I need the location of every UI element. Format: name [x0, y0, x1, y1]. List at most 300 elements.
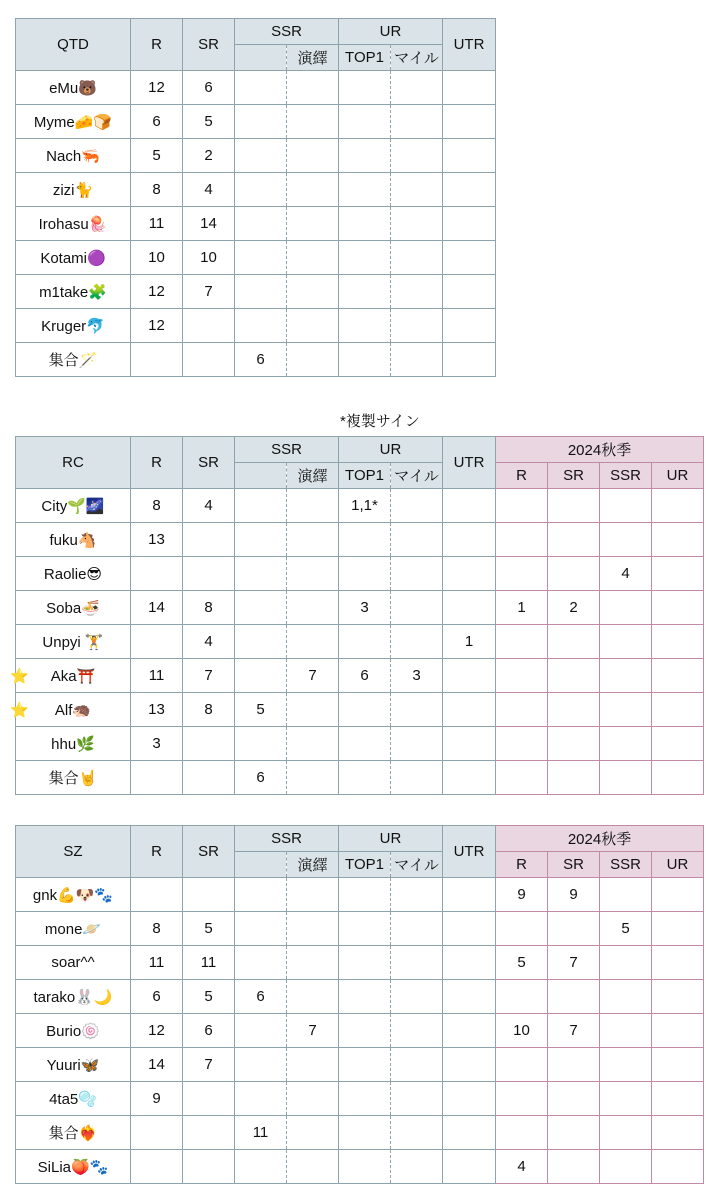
- cell-season-ur: [652, 557, 704, 591]
- cell-ur-top1: 6: [339, 659, 391, 693]
- cell-r: [131, 878, 183, 912]
- member-name-text: City🌱🌌: [41, 497, 105, 515]
- cell-ur-mile: [391, 523, 443, 557]
- cell-season-sr: [548, 761, 600, 795]
- cell-ur-top1: 1,1*: [339, 489, 391, 523]
- cell-ssr-sub: [287, 912, 339, 946]
- cell-season-sr: 9: [548, 878, 600, 912]
- member-name-text: Aka⛩️: [50, 667, 96, 685]
- col-header-season: 2024秋季: [496, 826, 704, 852]
- cell-utr: [443, 241, 496, 275]
- member-name: [16, 1116, 131, 1150]
- cell-utr: [443, 105, 496, 139]
- cell-season-ur: [652, 523, 704, 557]
- cell-season-ssr: [600, 1150, 652, 1184]
- cell-ssr-sub: [287, 343, 339, 377]
- cell-ur-mile: [391, 275, 443, 309]
- cell-season-sr: [548, 1082, 600, 1116]
- col-header-r: R: [131, 19, 183, 71]
- cell-season-sr: [548, 523, 600, 557]
- member-name: [16, 343, 131, 377]
- cell-ssr-sub: [287, 727, 339, 761]
- cell-utr: [443, 727, 496, 761]
- sz-row: [16, 912, 704, 946]
- cell-ur-top1: [339, 980, 391, 1014]
- cell-season-ur: [652, 591, 704, 625]
- cell-ur-mile: [391, 343, 443, 377]
- member-name-text: 集合🪄: [48, 352, 98, 369]
- cell-r: 11: [131, 659, 183, 693]
- qtd-row: [16, 173, 496, 207]
- cell-season-r: [496, 523, 548, 557]
- sz-row: [16, 1116, 704, 1150]
- cell-season-ssr: 4: [600, 557, 652, 591]
- cell-ur-mile: [391, 727, 443, 761]
- cell-sr: [183, 557, 235, 591]
- member-name-text: Burio🍥: [46, 1022, 100, 1040]
- cell-season-r: [496, 693, 548, 727]
- cell-ur-mile: [391, 207, 443, 241]
- cell-sr: [183, 727, 235, 761]
- cell-ur-top1: [339, 1014, 391, 1048]
- cell-ssr-sub: 7: [287, 659, 339, 693]
- cell-utr: [443, 1048, 496, 1082]
- col-header-sr: SR: [183, 437, 235, 489]
- cell-season-ur: [652, 1150, 704, 1184]
- cell-season-ssr: 5: [600, 912, 652, 946]
- cell-ur-top1: [339, 71, 391, 105]
- member-name: [10, 659, 131, 693]
- col-header-season-ssr: SSR: [600, 463, 652, 489]
- cell-season-ur: [652, 1082, 704, 1116]
- cell-season-r: [496, 1116, 548, 1150]
- cell-ssr-sub: [287, 523, 339, 557]
- cell-ur-mile: [391, 912, 443, 946]
- member-name: [16, 591, 131, 625]
- cell-season-sr: [548, 1048, 600, 1082]
- star-icon: ⭐: [10, 667, 29, 685]
- cell-ur-mile: [391, 71, 443, 105]
- cell-season-sr: [548, 489, 600, 523]
- member-name-text: m1take🧩: [39, 283, 107, 301]
- cell-r: [131, 557, 183, 591]
- member-name-text: Soba🍜: [46, 599, 100, 617]
- col-header-r: R: [131, 826, 183, 878]
- cell-ur-top1: 3: [339, 591, 391, 625]
- member-name: [16, 173, 131, 207]
- cell-utr: [443, 878, 496, 912]
- cell-season-r: [496, 980, 548, 1014]
- cell-ur-top1: [339, 241, 391, 275]
- cell-ur-mile: [391, 1116, 443, 1150]
- col-header-ur-mile: マイル: [391, 852, 443, 878]
- cell-ssr-sub: [287, 591, 339, 625]
- cell-r: 14: [131, 591, 183, 625]
- cell-ssr-sub: [287, 275, 339, 309]
- cell-sr: 6: [183, 71, 235, 105]
- cell-season-ur: [652, 946, 704, 980]
- cell-ur-mile: [391, 625, 443, 659]
- cell-utr: [443, 1150, 496, 1184]
- cell-utr: [443, 980, 496, 1014]
- cell-season-ssr: [600, 980, 652, 1014]
- cell-season-ur: [652, 912, 704, 946]
- cell-ur-mile: [391, 1082, 443, 1116]
- col-header-ssr: SSR: [235, 437, 339, 463]
- cell-r: 8: [131, 173, 183, 207]
- member-name: [16, 878, 131, 912]
- cell-season-ssr: [600, 946, 652, 980]
- cell-ssr-sub: [287, 173, 339, 207]
- cell-ssr: [235, 878, 287, 912]
- cell-season-sr: [548, 980, 600, 1014]
- cell-ssr: [235, 727, 287, 761]
- col-header-ur-top1: TOP1: [339, 463, 391, 489]
- col-header-ur-top1: TOP1: [339, 852, 391, 878]
- cell-season-ssr: [600, 1116, 652, 1150]
- member-name-text: fuku🐴: [49, 531, 97, 549]
- cell-season-sr: 7: [548, 946, 600, 980]
- member-name: [16, 71, 131, 105]
- cell-season-ssr: [600, 761, 652, 795]
- cell-ur-top1: [339, 275, 391, 309]
- cell-sr: [183, 309, 235, 343]
- cell-utr: [443, 693, 496, 727]
- cell-season-r: 10: [496, 1014, 548, 1048]
- cell-r: 8: [131, 912, 183, 946]
- member-name: [16, 523, 131, 557]
- cell-ur-mile: [391, 1014, 443, 1048]
- cell-ssr: [235, 207, 287, 241]
- cell-ssr-sub: [287, 1116, 339, 1150]
- member-name: [16, 275, 131, 309]
- sz-title: SZ: [16, 826, 131, 878]
- cell-ur-top1: [339, 1082, 391, 1116]
- cell-season-r: [496, 625, 548, 659]
- cell-season-ur: [652, 1014, 704, 1048]
- rc-row: [16, 523, 704, 557]
- cell-ssr: [235, 139, 287, 173]
- cell-season-ssr: [600, 489, 652, 523]
- member-name-text: Raolie😎: [43, 565, 103, 583]
- col-header-season-r: R: [496, 463, 548, 489]
- member-name: [16, 557, 131, 591]
- member-name-text: Nach🦐: [46, 147, 100, 165]
- cell-ur-top1: [339, 343, 391, 377]
- cell-ur-mile: [391, 489, 443, 523]
- col-header-season-sr: SR: [548, 463, 600, 489]
- cell-season-ur: [652, 625, 704, 659]
- member-name-text: eMu🐻: [49, 79, 97, 97]
- cell-ssr: [235, 71, 287, 105]
- cell-season-ur: [652, 1116, 704, 1150]
- member-name-text: mone🪐: [44, 920, 102, 938]
- cell-ssr-sub: [287, 557, 339, 591]
- cell-r: 12: [131, 275, 183, 309]
- cell-sr: [183, 523, 235, 557]
- cell-season-r: [496, 1048, 548, 1082]
- cell-sr: 8: [183, 693, 235, 727]
- cell-ur-top1: [339, 523, 391, 557]
- cell-season-ssr: [600, 1082, 652, 1116]
- cell-season-r: 5: [496, 946, 548, 980]
- cell-season-r: [496, 1082, 548, 1116]
- member-name: [16, 207, 131, 241]
- cell-season-ur: [652, 727, 704, 761]
- cell-season-r: 9: [496, 878, 548, 912]
- cell-ur-top1: [339, 625, 391, 659]
- cell-season-sr: [548, 557, 600, 591]
- cell-r: 8: [131, 489, 183, 523]
- rc-title: RC: [16, 437, 131, 489]
- cell-utr: [443, 343, 496, 377]
- col-header-season-r: R: [496, 852, 548, 878]
- col-header-ur-mile: マイル: [391, 463, 443, 489]
- member-name: [16, 1082, 131, 1116]
- cell-ur-top1: [339, 761, 391, 795]
- col-header-ur-mile: マイル: [391, 45, 443, 71]
- member-name-text: Unpyi 🏋: [42, 633, 104, 651]
- cell-season-ur: [652, 489, 704, 523]
- sz-table: [15, 825, 704, 1184]
- cell-ur-mile: [391, 1150, 443, 1184]
- cell-r: 6: [131, 105, 183, 139]
- col-header-season-ur: UR: [652, 852, 704, 878]
- cell-sr: 5: [183, 980, 235, 1014]
- sz-row: [16, 980, 704, 1014]
- replica-sign-note: *複製サイン: [340, 413, 420, 430]
- cell-sr: [183, 878, 235, 912]
- cell-ur-mile: [391, 557, 443, 591]
- cell-ssr: 6: [235, 980, 287, 1014]
- cell-r: 6: [131, 980, 183, 1014]
- cell-ssr-sub: [287, 139, 339, 173]
- member-name: [16, 105, 131, 139]
- sz-row: [16, 1014, 704, 1048]
- cell-ur-top1: [339, 207, 391, 241]
- cell-ur-mile: [391, 980, 443, 1014]
- cell-ur-top1: [339, 105, 391, 139]
- col-header-ssr-sub: 演繹: [287, 463, 339, 489]
- qtd-row: [16, 343, 496, 377]
- cell-ur-top1: [339, 557, 391, 591]
- col-header-season-ssr: SSR: [600, 852, 652, 878]
- col-header-sr: SR: [183, 826, 235, 878]
- cell-ssr-sub: [287, 241, 339, 275]
- cell-sr: 4: [183, 489, 235, 523]
- cell-r: 14: [131, 1048, 183, 1082]
- cell-ur-top1: [339, 693, 391, 727]
- cell-utr: [443, 1082, 496, 1116]
- qtd-row: [16, 71, 496, 105]
- col-header-season-sr: SR: [548, 852, 600, 878]
- cell-ur-top1: [339, 878, 391, 912]
- cell-sr: 5: [183, 105, 235, 139]
- cell-ssr-sub: [287, 71, 339, 105]
- cell-utr: [443, 207, 496, 241]
- cell-sr: 11: [183, 946, 235, 980]
- cell-season-r: [496, 659, 548, 693]
- cell-r: 13: [131, 523, 183, 557]
- cell-sr: 8: [183, 591, 235, 625]
- cell-ssr: [235, 946, 287, 980]
- col-header-ssr-blank: [235, 463, 287, 489]
- cell-r: 10: [131, 241, 183, 275]
- cell-sr: 14: [183, 207, 235, 241]
- cell-ssr: [235, 557, 287, 591]
- member-name-text: 集合❤️‍🔥: [48, 1125, 98, 1142]
- cell-ssr: [235, 523, 287, 557]
- col-header-ssr: SSR: [235, 826, 339, 852]
- cell-season-ssr: [600, 1048, 652, 1082]
- cell-ur-mile: [391, 946, 443, 980]
- member-name-text: soar^^: [51, 954, 95, 971]
- cell-season-ssr: [600, 523, 652, 557]
- cell-season-r: 4: [496, 1150, 548, 1184]
- cell-ur-mile: [391, 173, 443, 207]
- cell-r: [131, 761, 183, 795]
- cell-ssr-sub: [287, 693, 339, 727]
- cell-season-sr: [548, 693, 600, 727]
- member-name: [10, 693, 131, 727]
- cell-ur-top1: [339, 309, 391, 343]
- cell-r: 12: [131, 71, 183, 105]
- cell-season-ur: [652, 693, 704, 727]
- col-header-ssr-sub: 演繹: [287, 45, 339, 71]
- col-header-ssr: SSR: [235, 19, 339, 45]
- col-header-ssr-blank: [235, 852, 287, 878]
- sz-row: [16, 946, 704, 980]
- cell-ssr-sub: [287, 761, 339, 795]
- cell-r: [131, 1116, 183, 1150]
- cell-season-ssr: [600, 693, 652, 727]
- member-name-text: 4ta5🫧: [49, 1090, 97, 1108]
- cell-ssr-sub: [287, 1048, 339, 1082]
- member-name-text: Irohasu🪼: [38, 215, 108, 233]
- cell-sr: 7: [183, 1048, 235, 1082]
- cell-season-r: [496, 489, 548, 523]
- member-name: [16, 980, 131, 1014]
- cell-utr: 1: [443, 625, 496, 659]
- cell-ssr: [235, 1150, 287, 1184]
- cell-ssr: [235, 912, 287, 946]
- cell-ssr-sub: [287, 105, 339, 139]
- cell-utr: [443, 275, 496, 309]
- cell-utr: [443, 523, 496, 557]
- cell-ssr: [235, 1082, 287, 1116]
- cell-season-r: 1: [496, 591, 548, 625]
- cell-r: 9: [131, 1082, 183, 1116]
- cell-season-ur: [652, 1048, 704, 1082]
- sz-row: [16, 1150, 704, 1184]
- rc-row: [16, 591, 704, 625]
- cell-utr: [443, 489, 496, 523]
- cell-utr: [443, 173, 496, 207]
- cell-sr: 2: [183, 139, 235, 173]
- cell-ur-top1: [339, 1048, 391, 1082]
- cell-season-ur: [652, 659, 704, 693]
- cell-sr: 10: [183, 241, 235, 275]
- cell-season-sr: 2: [548, 591, 600, 625]
- cell-r: 3: [131, 727, 183, 761]
- cell-sr: [183, 1082, 235, 1116]
- col-header-season-ur: UR: [652, 463, 704, 489]
- col-header-utr: UTR: [443, 437, 496, 489]
- member-name-text: Alf🦔: [54, 701, 92, 719]
- cell-season-ssr: [600, 591, 652, 625]
- cell-season-sr: [548, 1116, 600, 1150]
- cell-ur-mile: [391, 1048, 443, 1082]
- member-name: [16, 1150, 131, 1184]
- qtd-row: [16, 275, 496, 309]
- cell-utr: [443, 309, 496, 343]
- cell-sr: 7: [183, 275, 235, 309]
- cell-season-sr: [548, 912, 600, 946]
- cell-ssr: [235, 309, 287, 343]
- cell-ssr: [235, 105, 287, 139]
- cell-ur-mile: [391, 761, 443, 795]
- cell-ssr: [235, 591, 287, 625]
- rc-table: [10, 436, 704, 795]
- member-name: [16, 309, 131, 343]
- member-name-text: zizi🐈: [52, 181, 94, 199]
- rc-row: [16, 693, 704, 727]
- cell-sr: [183, 761, 235, 795]
- cell-ssr: [235, 173, 287, 207]
- cell-r: 5: [131, 139, 183, 173]
- rc-row: [16, 625, 704, 659]
- cell-utr: [443, 659, 496, 693]
- cell-utr: [443, 71, 496, 105]
- member-name: [16, 1048, 131, 1082]
- col-header-ssr-sub: 演繹: [287, 852, 339, 878]
- cell-season-ur: [652, 980, 704, 1014]
- cell-ur-top1: [339, 1150, 391, 1184]
- cell-season-ssr: [600, 1014, 652, 1048]
- qtd-row: [16, 309, 496, 343]
- qtd-title: QTD: [16, 19, 131, 71]
- cell-ssr: [235, 1014, 287, 1048]
- col-header-ssr-blank: [235, 45, 287, 71]
- cell-ur-mile: [391, 591, 443, 625]
- qtd-row: [16, 139, 496, 173]
- qtd-table: [15, 18, 496, 377]
- cell-ur-mile: [391, 139, 443, 173]
- cell-ssr: 5: [235, 693, 287, 727]
- rc-row: [16, 557, 704, 591]
- qtd-row: [16, 241, 496, 275]
- col-header-utr: UTR: [443, 826, 496, 878]
- cell-sr: 4: [183, 173, 235, 207]
- cell-utr: [443, 139, 496, 173]
- member-name-text: Yuuri🦋: [46, 1056, 100, 1074]
- cell-season-sr: [548, 625, 600, 659]
- cell-ur-mile: [391, 105, 443, 139]
- member-name-text: gnk💪🐶🐾: [32, 886, 114, 904]
- cell-utr: [443, 912, 496, 946]
- cell-ur-top1: [339, 1116, 391, 1150]
- cell-sr: [183, 1150, 235, 1184]
- cell-utr: [443, 557, 496, 591]
- cell-r: [131, 343, 183, 377]
- cell-season-ssr: [600, 878, 652, 912]
- cell-season-ur: [652, 761, 704, 795]
- sz-row: [16, 1082, 704, 1116]
- cell-r: 12: [131, 1014, 183, 1048]
- cell-sr: 6: [183, 1014, 235, 1048]
- col-header-ur: UR: [339, 826, 443, 852]
- cell-ssr: 6: [235, 761, 287, 795]
